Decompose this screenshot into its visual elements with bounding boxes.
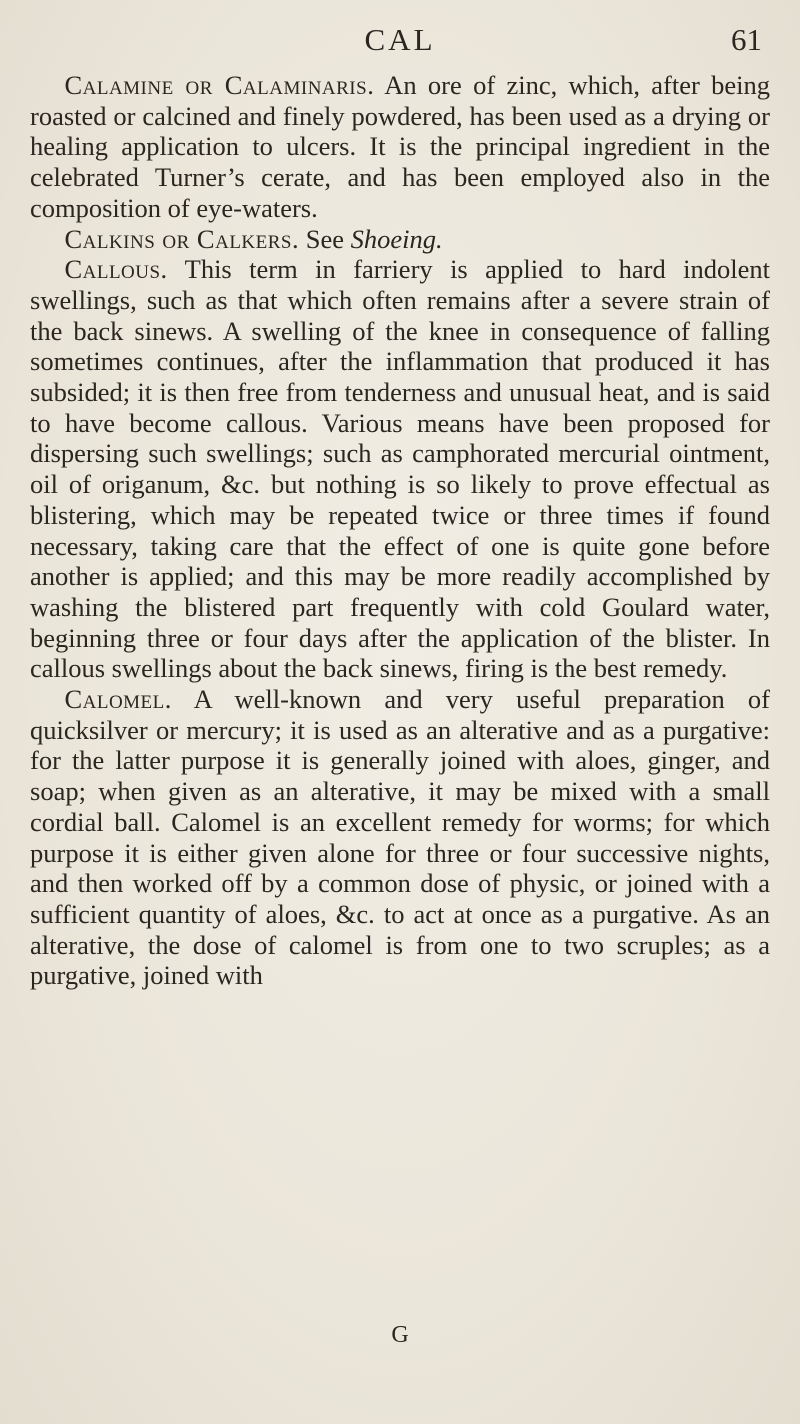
entry-term: Callous. xyxy=(64,254,168,285)
entry-calomel xyxy=(30,684,770,991)
entry-term: Calomel. xyxy=(64,684,172,715)
page-header xyxy=(0,22,800,62)
entry-body: An ore of zinc, which, after being roasted or calcined and finely powdered, has been used as a drying or healing application to ulcers. It is the principal ingredient in the celebrated Turner’s cerate, and has been employed also in the composition of eye-waters. xyxy=(30,70,770,223)
page-number: 61 xyxy=(731,22,762,57)
entry-calkins xyxy=(30,224,770,255)
entry-callous xyxy=(30,254,770,684)
entry-body: See xyxy=(299,223,351,254)
entry-term: Calamine or Calaminaris. xyxy=(64,70,375,100)
entry-body: A well-known and very useful preparation of quicksilver or mercury; it is used as an alterative and as a purgative: for the latter purpose it is generally joined with aloes, ginger, and soap; when given as an alterative, it may be mixed with a small cordial ball. Calomel is an excellent remedy for worms; for which purpose it is either given alone for three or four successive nights, and then worked off by a common dose of physic, or joined with a sufficient quantity of aloes, &c. to act at once as a purgative. As an alterative, the dose of calomel is from one to two scruples; as a purgative, joined with xyxy=(30,684,770,991)
signature-mark: G xyxy=(391,1322,409,1348)
entry-calamine xyxy=(30,70,770,224)
body-text xyxy=(30,70,770,991)
entry-body: This term in farriery is applied to hard indolent swellings, such as that which often remains after a severe strain of the back sinews. A swelling of the knee in consequence of falling sometimes continues, after the inflammation that produced it has subsided; it is then free from tenderness and unusual heat, and is said to have become callous. Various means have been proposed for dispersing such swellings; such as camphorated mercurial ointment, oil of origanum, &c. but nothing is so likely to prove effectual as blistering, which may be repeated twice or three times if found necessary, taking care that the effect of one is quite gone before another is applied; and this may be more readily accomplished by washing the blistered part frequently with cold Goulard water, beginning three or four days after the application of the blister. In callous swellings about the back sinews, firing is the best remedy. xyxy=(30,254,770,684)
cross-reference: Shoeing. xyxy=(350,223,443,254)
entry-term: Calkins or Calkers. xyxy=(64,223,300,254)
running-head: CAL xyxy=(364,22,436,57)
